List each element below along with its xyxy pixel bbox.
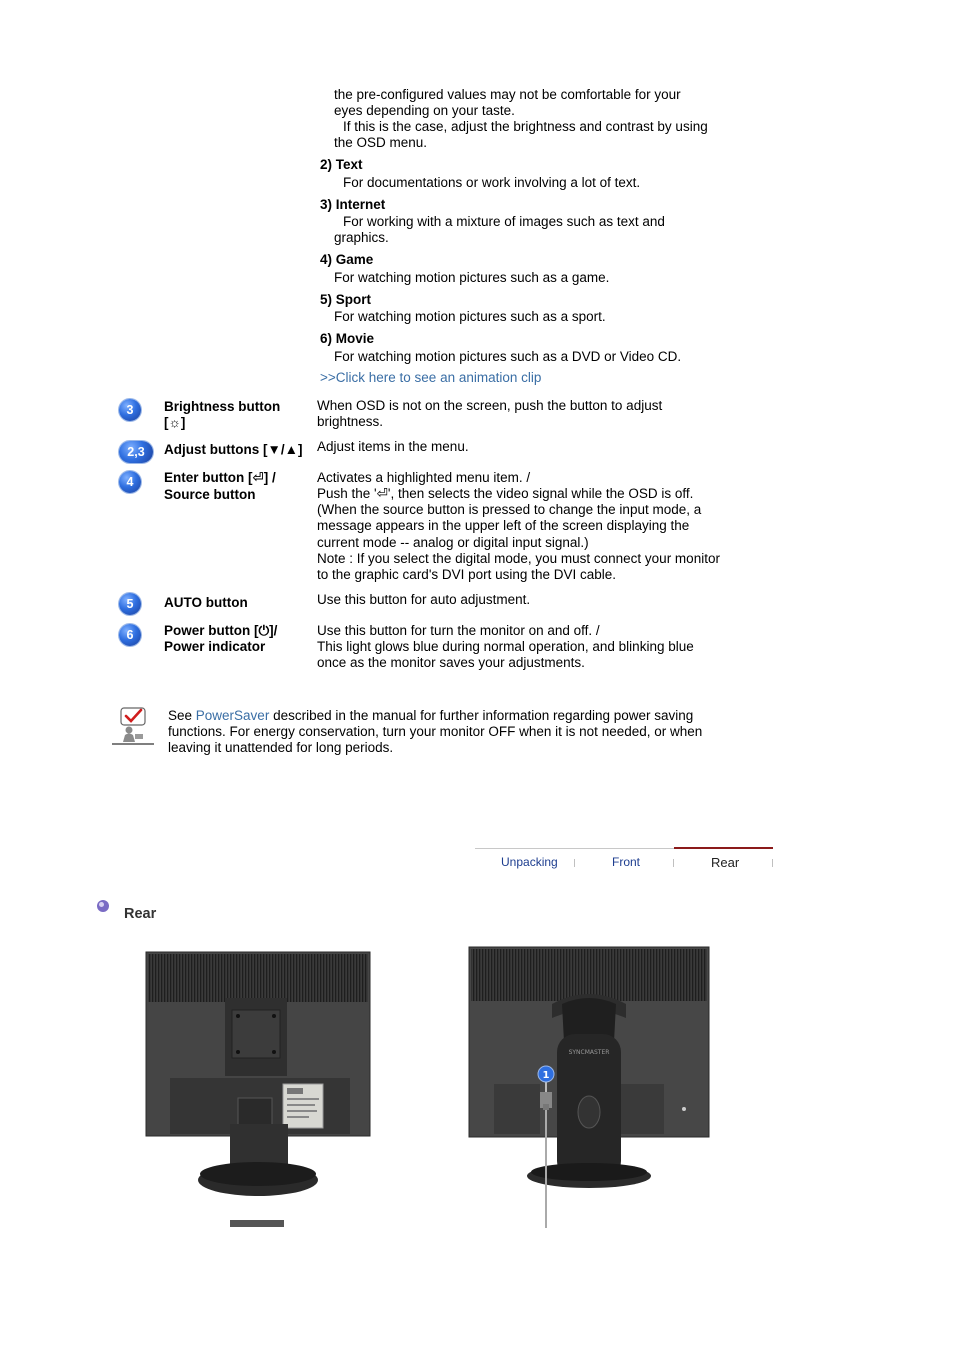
rear-callout-1: 1 bbox=[542, 1070, 550, 1081]
mode-desc: graphics. bbox=[334, 230, 389, 245]
note-line: leaving it unattended for long periods. bbox=[168, 740, 394, 755]
callout-badge: 3 bbox=[119, 399, 141, 421]
callout-badge: 4 bbox=[119, 471, 141, 493]
section-title: Rear bbox=[124, 906, 157, 922]
mode-title-internet: 3) Internet bbox=[320, 197, 386, 212]
rear-monitor-image bbox=[140, 948, 380, 1231]
callout-badge: 2,3 bbox=[119, 441, 153, 463]
mode-desc: For watching motion pictures such as a DVD or Video CD. bbox=[334, 349, 682, 364]
animation-clip-link[interactable]: >>Click here to see an animation clip bbox=[320, 370, 542, 385]
intro-line: the OSD menu. bbox=[334, 135, 428, 150]
mode-title-game: 4) Game bbox=[320, 252, 374, 267]
mode-desc: For documentations or work involving a lot of text. bbox=[343, 175, 641, 190]
section-bullet-icon bbox=[96, 899, 110, 916]
rear-monitor-stand-image bbox=[464, 944, 714, 1237]
tab-unpacking[interactable]: Unpacking bbox=[501, 855, 558, 869]
section-tabs bbox=[475, 848, 773, 872]
note-prefix: See bbox=[168, 708, 196, 723]
callout-badge: 6 bbox=[119, 624, 141, 646]
powersaver-link[interactable]: PowerSaver bbox=[195, 708, 270, 723]
mode-title-text: 2) Text bbox=[320, 157, 363, 172]
button-desc: message appears in the upper left of the screen displaying the bbox=[317, 518, 690, 533]
button-desc: Note : If you select the digital mode, you must connect your monitor bbox=[317, 551, 720, 566]
button-desc: Adjust items in the menu. bbox=[317, 439, 469, 454]
button-desc: Use this button for turn the monitor on and off. / bbox=[317, 623, 600, 638]
intro-line: the pre-configured values may not be comfortable for your bbox=[334, 87, 681, 102]
button-desc: (When the source button is pressed to change the input mode, a bbox=[317, 502, 702, 517]
button-desc: When OSD is not on the screen, push the button to adjust bbox=[317, 398, 663, 413]
button-desc: This light glows blue during normal operation, and blinking blue bbox=[317, 639, 694, 654]
button-name: Power indicator bbox=[164, 639, 266, 654]
note-rest: described in the manual for further information regarding power saving bbox=[269, 708, 694, 723]
button-name: Enter button [⏎] / bbox=[164, 470, 276, 485]
intro-line: If this is the case, adjust the brightness and contrast by using bbox=[343, 119, 708, 134]
button-desc: to the graphic card's DVI port using the DVI cable. bbox=[317, 567, 616, 582]
tab-front[interactable]: Front bbox=[612, 855, 641, 869]
button-name: Source button bbox=[164, 487, 256, 502]
button-name: Power button [⏻]/ bbox=[164, 623, 278, 638]
button-name: Brightness button bbox=[164, 399, 281, 414]
monitor-brand-label: SYNCMASTER bbox=[568, 1049, 610, 1056]
button-desc: Push the '⏎', then selects the video signal while the OSD is off. bbox=[317, 486, 694, 501]
note-line: functions. For energy conservation, turn your monitor OFF when it is not needed, or when bbox=[168, 724, 703, 739]
button-desc: once as the monitor saves your adjustments. bbox=[317, 655, 585, 670]
mode-desc: For watching motion pictures such as a game. bbox=[334, 270, 610, 285]
button-desc: Activates a highlighted menu item. / bbox=[317, 470, 531, 485]
mode-desc: For working with a mixture of images such as text and bbox=[343, 214, 665, 229]
mode-desc: For watching motion pictures such as a sport. bbox=[334, 309, 606, 324]
button-desc: Use this button for auto adjustment. bbox=[317, 592, 531, 607]
button-desc: current mode -- analog or digital input signal.) bbox=[317, 535, 589, 550]
mode-title-movie: 6) Movie bbox=[320, 331, 375, 346]
active-tab-indicator bbox=[674, 847, 773, 849]
button-name: Adjust buttons [▼/▲] bbox=[164, 442, 303, 457]
button-name: [☼] bbox=[164, 415, 186, 430]
tab-rear[interactable]: Rear bbox=[711, 855, 740, 870]
mode-title-sport: 5) Sport bbox=[320, 292, 372, 307]
intro-line: eyes depending on your taste. bbox=[334, 103, 515, 118]
callout-badge: 5 bbox=[119, 593, 141, 615]
note-icon bbox=[111, 706, 155, 749]
button-name: AUTO button bbox=[164, 595, 248, 610]
note-line bbox=[168, 708, 693, 724]
button-desc: brightness. bbox=[317, 414, 384, 429]
